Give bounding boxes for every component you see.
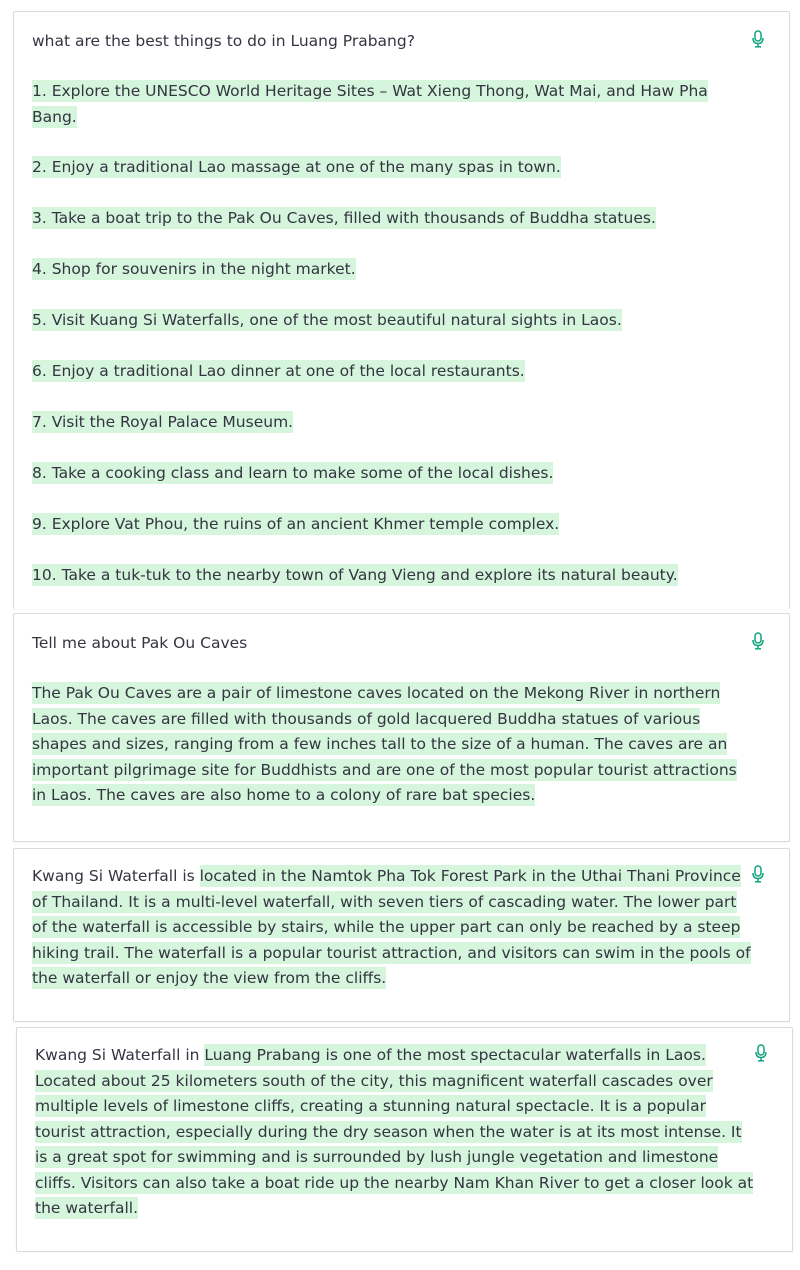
list-item-text: 7. Visit the Royal Palace Museum. (32, 413, 294, 431)
list-item-text: 10. Take a tuk-tuk to the nearby town of Vang Vieng and explore its natural beauty. (32, 566, 678, 584)
response-lead: Kwang Si Waterfall in (35, 1046, 205, 1064)
microphone-icon[interactable] (751, 632, 765, 650)
user-prompt: what are the best things to do in Luang Prabang? (32, 32, 415, 50)
response-text: The Pak Ou Caves are a pair of limestone caves located on the Mekong River in northern Laos. The caves are filled with thousands of gold lacquered Buddha statues of various shapes and sizes, ranging from a few inches tall to the size of a human. The caves are an important pilgrimage site for Buddhists and are one of the most popular tourist attractions in Laos. The caves are also home to a colony of rare bat species. (32, 684, 737, 804)
response-text-block (35, 1043, 757, 1222)
response-lead: Kwang Si Waterfall is (32, 867, 200, 885)
list-item-text: 1. Explore the UNESCO World Heritage Sites – Wat Xieng Thong, Wat Mai, and Haw Pha Bang. (32, 82, 708, 126)
response-text-block (32, 864, 754, 992)
list-item (32, 410, 293, 436)
conversation-panel-2 (13, 613, 790, 842)
list-item-text: 4. Shop for souvenirs in the night market. (32, 260, 356, 278)
conversation-panel-4 (16, 1027, 793, 1252)
list-item-text: 6. Enjoy a traditional Lao dinner at one of the local restaurants. (32, 362, 525, 380)
list-item (32, 79, 732, 130)
list-item (32, 257, 356, 283)
user-prompt: Tell me about Pak Ou Caves (32, 634, 248, 652)
response-text: Luang Prabang is one of the most spectacular waterfalls in Laos. Located about 25 kilometers south of the city, this magnificent waterfall cascades over multiple levels of limestone cliffs, creating a stunning natural spectacle. It is a popular tourist attraction, especially during the dry season when the water is at its most intense. It is a great spot for swimming and is surrounded by lush jungle vegetation and limestone cliffs. Visitors can also take a boat ride up the nearby Nam Khan River to get a closer look at the waterfall. (35, 1046, 754, 1217)
list-item (32, 308, 622, 334)
conversation-panel-3 (13, 848, 790, 1022)
list-item (32, 206, 656, 232)
list-item (32, 155, 561, 181)
microphone-icon[interactable] (751, 30, 765, 48)
list-item (32, 359, 525, 385)
conversation-panel-1 (13, 11, 790, 609)
list-item-text: 9. Explore Vat Phou, the ruins of an ancient Khmer temple complex. (32, 515, 560, 533)
list-item-text: 5. Visit Kuang Si Waterfalls, one of the most beautiful natural sights in Laos. (32, 311, 622, 329)
list-item-text: 3. Take a boat trip to the Pak Ou Caves, filled with thousands of Buddha statues. (32, 209, 656, 227)
list-item (32, 461, 553, 487)
list-item (32, 563, 678, 589)
response-text-block (32, 681, 747, 809)
response-text: located in the Namtok Pha Tok Forest Park in the Uthai Thani Province of Thailand. It is a multi-level waterfall, with seven tiers of cascading water. The lower part of the waterfall is accessible by stairs, while the upper part can only be reached by a steep hiking trail. The waterfall is a popular tourist attraction, and visitors can swim in the pools of the waterfall or enjoy the view from the cliffs. (32, 867, 751, 987)
list-item-text: 2. Enjoy a traditional Lao massage at one of the many spas in town. (32, 158, 561, 176)
list-item-text: 8. Take a cooking class and learn to make some of the local dishes. (32, 464, 554, 482)
list-item (32, 512, 559, 538)
